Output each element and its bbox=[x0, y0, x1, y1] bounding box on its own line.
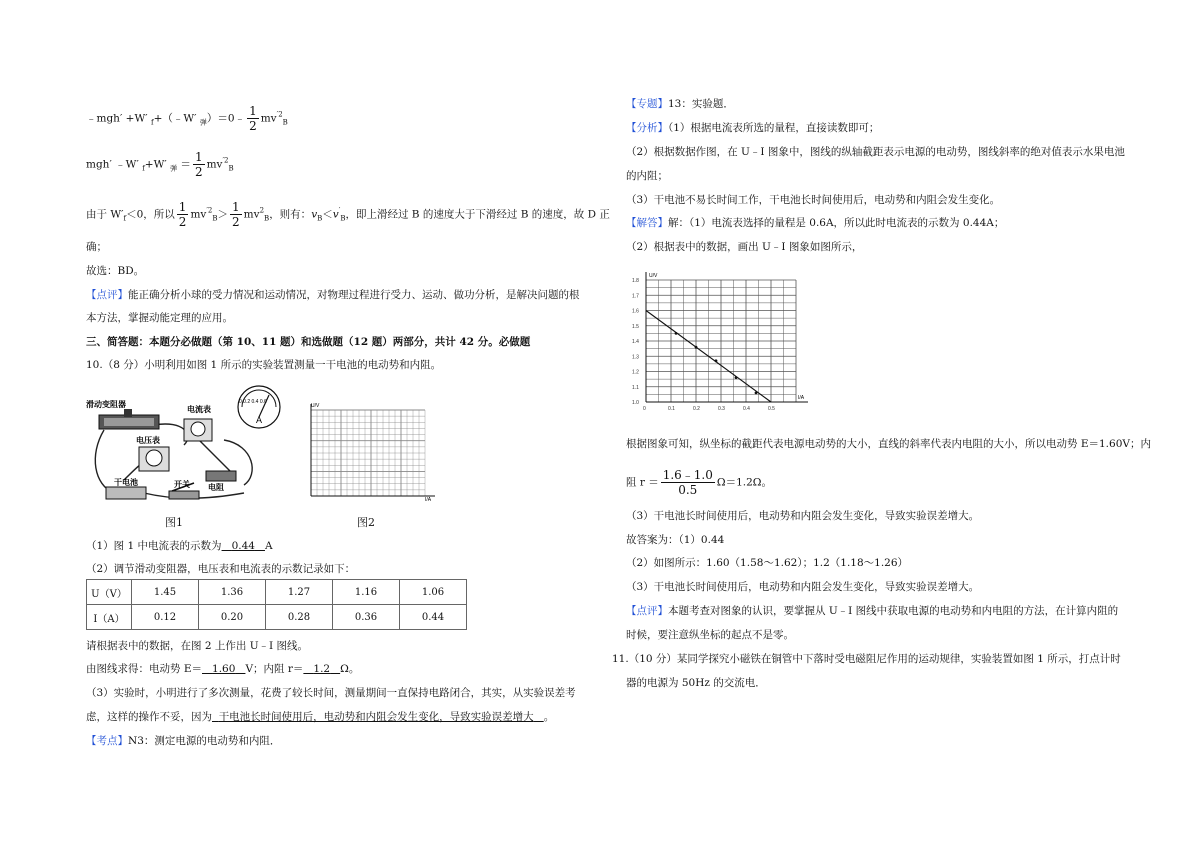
table-cell: 1.36 bbox=[199, 580, 266, 605]
y-tick-label: 1.3 bbox=[632, 354, 639, 361]
review-line-1: 【点评】能正确分析小球的受力情况和运动情况，对物理过程进行受力、运动、做功分析，是解决问题的根 bbox=[86, 289, 580, 301]
solution-tag: 【解答】 bbox=[626, 217, 668, 229]
label-switch: 开关 bbox=[174, 480, 190, 489]
y-tick-label: 1.7 bbox=[632, 293, 639, 300]
x-axis-label: I/A bbox=[798, 395, 805, 401]
fraction: $\frac{1}{2}$ bbox=[194, 150, 203, 179]
question-11b: 器的电源为 50Hz 的交流电． bbox=[626, 677, 766, 689]
table-head: U（V） bbox=[87, 580, 132, 605]
table-row bbox=[87, 605, 467, 630]
question-10-part1: （1）图 1 中电流表的示数为 0.44 A bbox=[86, 540, 273, 552]
answer-head: 故答案为：（1）0.44 bbox=[626, 534, 725, 546]
solution-3: 根据图象可知，纵坐标的截距代表电源电动势的大小，直线的斜率代表内电阻的大小，所以电动势 E＝1.60V；内 bbox=[626, 438, 1151, 450]
label-rheostat: 滑动变阻器 bbox=[86, 400, 126, 409]
table-cell: 1.16 bbox=[333, 580, 400, 605]
topic: 【专题】13：实验题． bbox=[626, 98, 734, 110]
label-battery: 干电池 bbox=[114, 478, 138, 487]
answer-line: 故选：BD。 bbox=[86, 265, 145, 277]
answer-blank: 1.2 bbox=[313, 663, 331, 675]
solution-4: 阻 r ＝ $\frac{1.6﹣1.0}{0.5}$ Ω＝1.2Ω。 bbox=[626, 468, 772, 497]
label-ammeter-a: A bbox=[256, 415, 263, 425]
analysis-tag: 【分析】 bbox=[626, 122, 668, 134]
y-axis-label: U/V bbox=[649, 273, 658, 279]
table-head: I（A） bbox=[87, 605, 132, 630]
answer-3: （3）干电池长时间使用后，电动势和内阻会发生变化，导致实验误差增大。 bbox=[626, 581, 980, 593]
table-cell: 0.12 bbox=[132, 605, 199, 630]
data-point bbox=[755, 391, 758, 394]
solution-2: （2）根据表中的数据，画出 U﹣I 图象如图所示， bbox=[626, 241, 863, 253]
analysis-1: 【分析】（1）根据电流表所选的量程，直接读数即可； bbox=[626, 122, 880, 134]
y-tick-label: 1.2 bbox=[632, 369, 639, 376]
data-point bbox=[675, 332, 678, 335]
table-cell: 0.28 bbox=[266, 605, 333, 630]
table-cell: 0.36 bbox=[333, 605, 400, 630]
topic-tag: 【专题】 bbox=[626, 98, 668, 110]
data-point bbox=[735, 376, 738, 379]
x-tick-label: 0.3 bbox=[718, 406, 725, 412]
section-heading: 三、简答题：本题分必做题（第 10、11 题）和选做题（12 题）两部分，共计 42 分。必做题 bbox=[86, 336, 531, 348]
fraction: $\frac{1}{2}$ bbox=[249, 104, 257, 133]
review-1: 【点评】本题考查对图象的认识，要掌握从 U﹣I 图线中获取电源的电动势和内电阻的方法，在计算内阻的 bbox=[626, 605, 1119, 617]
answer-blank: 干电池长时间使用后，电动势和内阻会发生变化，导致实验误差增大 bbox=[218, 711, 534, 723]
fig1-caption: 图1 bbox=[165, 516, 183, 529]
equation-3: 由于 $W'_f<0$，所以 $\frac{1}{2}$ $mv^{'2}_B>$ $\frac{1}{2}$ $mv^2_B$，则有：$v_B<v'_B$，即上滑经过 B 的速度大于下滑经过 B 的速度，故 D 正 bbox=[86, 200, 610, 229]
analysis-2: （2）根据数据作图，在 U﹣I 图象中，图线的纵轴截距表示电源的电动势，图线斜率的绝对值表示水果电池 bbox=[626, 146, 1125, 158]
y-tick-label: 1.8 bbox=[632, 278, 639, 284]
label-resistor: 电阻 bbox=[208, 483, 224, 492]
y-tick-label: 1.0 bbox=[632, 400, 639, 406]
data-table bbox=[86, 579, 467, 630]
question-10-part3b: 虑，这样的操作不妥，因为 干电池长时间使用后，电动势和内阻会发生变化，导致实验误差增大 。 bbox=[86, 711, 555, 723]
fig2-xlabel: I/A bbox=[425, 497, 432, 503]
table-cell: 0.20 bbox=[199, 605, 266, 630]
table-cell: 1.27 bbox=[266, 580, 333, 605]
table-cell: 1.45 bbox=[132, 580, 199, 605]
u-i-chart bbox=[624, 268, 824, 420]
answer-2: （2）如图所示：1.60（1.58～1.62）；1.2（1.18～1.26） bbox=[626, 557, 909, 569]
review-2: 时候，要注意纵坐标的起点不是零。 bbox=[626, 629, 794, 641]
question-10-part3a: （3）实验时，小明进行了多次测量，花费了较长时间，测量期间一直保持电路闭合，其实，从实验误差考 bbox=[86, 687, 576, 699]
x-tick-label: 0.4 bbox=[743, 406, 750, 412]
y-tick-label: 1.4 bbox=[632, 339, 639, 345]
fraction: $\frac{1}{2}$ bbox=[178, 200, 187, 229]
review-tag: 【点评】 bbox=[626, 605, 668, 617]
x-tick-label: 0.2 bbox=[693, 406, 700, 412]
question-11a: 11.（10 分）某同学探究小磁铁在铜管中下落时受电磁阻尼作用的运动规律，实验装置如图 1 所示，打点计时 bbox=[612, 653, 1121, 665]
solution-5: （3）干电池长时间使用后，电动势和内阻会发生变化，导致实验误差增大。 bbox=[626, 510, 980, 522]
label-ammeter: 电流表 bbox=[187, 405, 211, 414]
data-point bbox=[715, 359, 718, 362]
y-tick-label: 1.5 bbox=[632, 323, 639, 330]
label-voltmeter: 电压表 bbox=[136, 436, 160, 445]
y-tick-label: 1.1 bbox=[632, 384, 639, 391]
question-10-result: 由图线求得：电动势 E＝ 1.60 V；内阻 r＝ 1.2 Ω。 bbox=[86, 663, 360, 675]
solution-1: 【解答】解：（1）电流表选择的量程是 0.6A，所以此时电流表的示数为 0.44A； bbox=[626, 217, 1005, 229]
equation-1: ﹣mgh′ +W′ $_f$+（﹣W′ $_弹$）＝0﹣ $\frac{1}{2}$ $mv^{'2}_B$ bbox=[86, 104, 288, 133]
x-tick-label: 0 bbox=[643, 406, 646, 412]
fig2-ylabel: U/V bbox=[311, 403, 320, 409]
fig2-caption: 图2 bbox=[357, 516, 375, 529]
question-10: 10.（8 分）小明利用如图 1 所示的实验装置测量一干电池的电动势和内阻。 bbox=[86, 359, 442, 371]
analysis-2b: 的内阻； bbox=[626, 170, 668, 182]
review-tag: 【点评】 bbox=[86, 289, 128, 301]
table-row bbox=[87, 580, 467, 605]
fraction: $\frac{1}{2}$ bbox=[232, 200, 240, 229]
x-tick-label: 0.5 bbox=[768, 406, 775, 412]
question-10-plot-instr: 请根据表中的数据，在图 2 上作出 U﹣I 图线。 bbox=[86, 640, 309, 652]
equation-2: mgh′ ﹣W′ $_f$+W′ $_弹$ ＝ $\frac{1}{2}$ $mv^{'2}_B$ bbox=[86, 150, 234, 179]
key-point: 【考点】N3：测定电源的电动势和内阻． bbox=[86, 735, 281, 747]
answer-blank: 0.44 bbox=[231, 540, 255, 552]
key-point-tag: 【考点】 bbox=[86, 735, 128, 747]
table-cell: 0.44 bbox=[400, 605, 467, 630]
x-tick-label: 0.1 bbox=[668, 406, 675, 412]
table-cell: 1.06 bbox=[400, 580, 467, 605]
circuit-figure bbox=[84, 385, 299, 515]
equation-3-cont: 确； bbox=[86, 241, 107, 253]
blank-grid-figure bbox=[303, 398, 443, 510]
y-tick-label: 1.6 bbox=[632, 308, 639, 315]
label-ammeter-scale: 0 0.2 0.4 0.6 bbox=[239, 399, 267, 405]
review-line-2: 本方法，掌握动能定理的应用。 bbox=[86, 312, 233, 324]
analysis-3: （3）干电池不易长时间工作，干电池长时间使用后，电动势和内阻会发生变化。 bbox=[626, 194, 1001, 206]
data-point bbox=[695, 346, 698, 349]
question-10-part2: （2）调节滑动变阻器，电压表和电流表的示数记录如下： bbox=[86, 563, 356, 575]
answer-blank: 1.60 bbox=[212, 663, 236, 675]
fraction: $\frac{1.6﹣1.0}{0.5}$ bbox=[662, 468, 713, 497]
